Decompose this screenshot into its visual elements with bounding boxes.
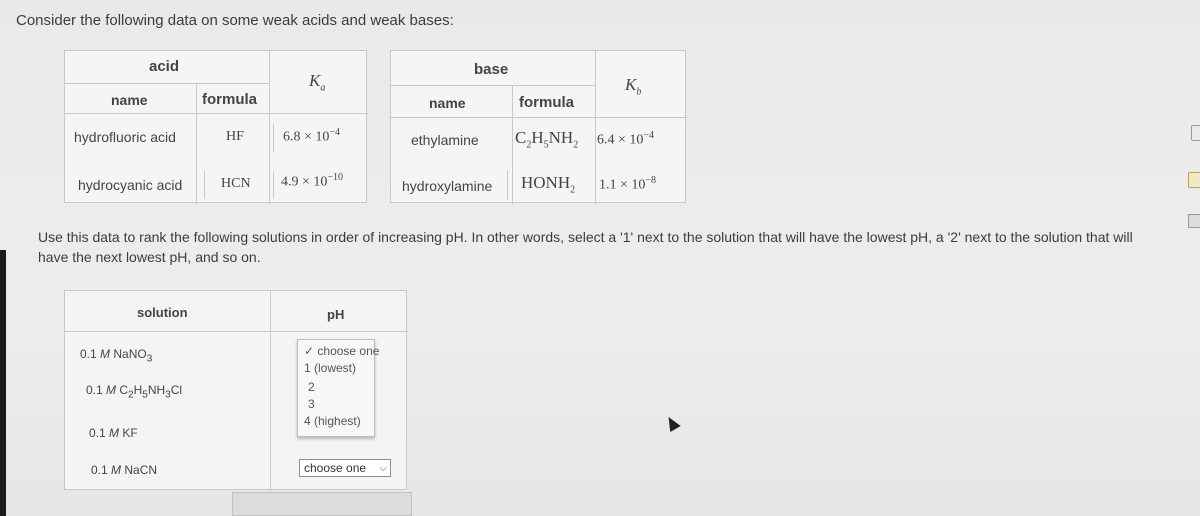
acid-row-formula: HF [226, 129, 244, 144]
tool-icon[interactable] [1188, 214, 1200, 228]
base-row-formula: $HONH_2$ [521, 173, 576, 196]
intro-text: Consider the following data on some weak acids and weak bases: [16, 12, 454, 29]
tool-icon[interactable] [1191, 125, 1200, 141]
base-col-name: name [429, 95, 466, 111]
dropdown-option[interactable]: 1 (lowest) [304, 361, 357, 375]
acid-col-formula: formula [202, 91, 258, 108]
acid-row-ka: $4.9 \times 10^{-10}$ [281, 172, 344, 190]
base-row-name: ethylamine [411, 132, 479, 148]
acid-table [64, 50, 367, 203]
side-toolbar [1185, 110, 1200, 230]
window-edge [0, 250, 6, 516]
chevron-down-icon: ⌵ [379, 463, 387, 474]
base-row-name: hydroxylamine [402, 178, 493, 194]
answer-button[interactable] [232, 492, 412, 516]
acid-row-ka: $6.8 \times 10^{-4}$ [283, 127, 341, 145]
acid-row-name: hydrofluoric acid [74, 129, 176, 145]
base-col-formula: formula [519, 94, 575, 111]
dropdown-option[interactable]: ✓ choose one [304, 344, 380, 358]
mouse-cursor-icon [663, 414, 680, 432]
solution-col-header: solution [137, 305, 188, 320]
acid-row-formula: HCN [221, 176, 251, 191]
base-k-header: $K_b$ [625, 75, 642, 98]
solution-label: 0.1 M NaCN [91, 463, 158, 477]
dropdown-option[interactable]: 4 (highest) [304, 414, 361, 428]
dropdown-option[interactable]: 2 [308, 380, 315, 394]
solution-label: 0.1 M KF [89, 426, 138, 440]
tool-icon[interactable] [1188, 172, 1200, 188]
acid-row-name: hydrocyanic acid [78, 177, 183, 193]
ph-select[interactable]: choose one ⌵ [299, 459, 391, 477]
acid-col-name: name [111, 92, 148, 108]
solution-table [64, 290, 407, 490]
base-table [390, 50, 686, 203]
dropdown-option[interactable]: 3 [308, 397, 315, 411]
solution-label: 0.1 M NaNO$_3$ [80, 347, 153, 365]
base-row-kb: $6.4 \times 10^{-4}$ [597, 130, 655, 148]
ph-dropdown-list[interactable] [297, 339, 380, 437]
acid-k-header: $K_a$ [309, 71, 326, 94]
solution-label: 0.1 M $C_2H_5NH_3Cl$ [86, 383, 183, 401]
ph-col-header: pH [327, 307, 345, 322]
instructions: Use this data to rank the following solutions in order of increasing pH. In other words, select a '1' next to the solution that will have the lowest pH, a '2' next to the solution that will have the next lowest pH, and so on. [38, 229, 1133, 265]
acid-group-header: acid [149, 58, 180, 75]
base-group-header: base [474, 61, 509, 78]
base-row-formula: $C_2H_5NH_2$ [515, 128, 579, 151]
base-row-kb: $1.1 \times 10^{-8}$ [599, 175, 657, 193]
